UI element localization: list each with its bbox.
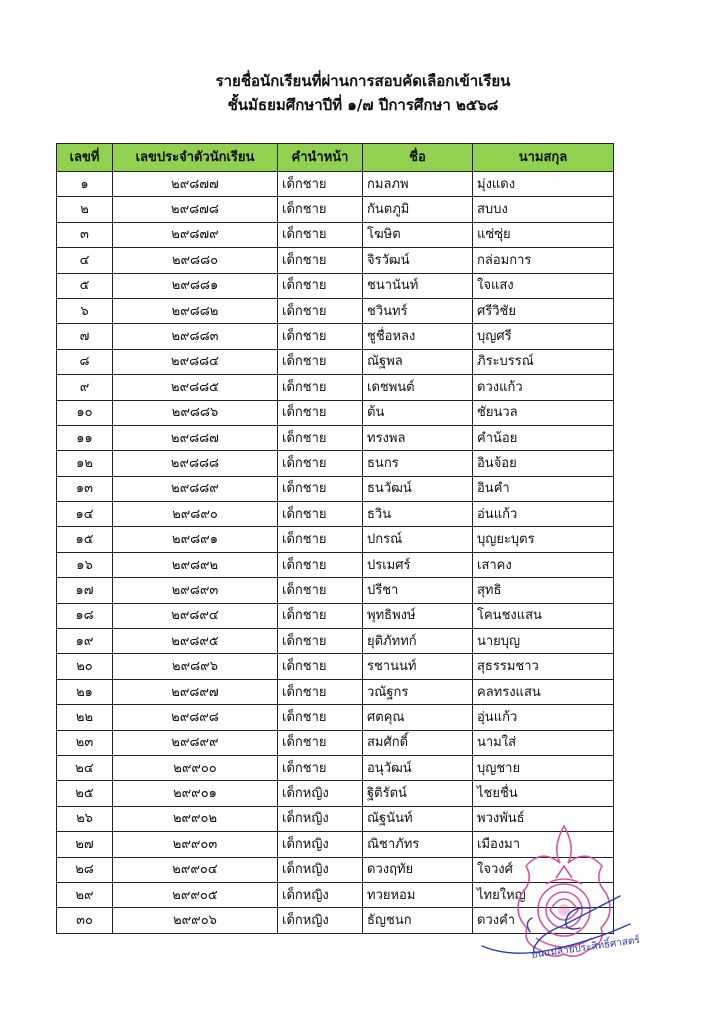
prefix-cell: เด็กชาย [278,400,363,425]
prefix-cell: เด็กชาย [278,324,363,349]
prefix-cell: เด็กชาย [278,222,363,247]
table-row [57,806,614,831]
row-number-cell: ๑๘ [57,603,113,628]
last-name-cell: เสาคง [473,552,614,577]
prefix-cell: เด็กชาย [278,375,363,400]
last-name-cell: ใจแสง [473,273,614,298]
first-name-cell: ณิชาภัทร [363,832,473,857]
table-row [57,755,614,780]
last-name-cell: ศรีวิชัย [473,298,614,323]
last-name-cell: ภิระบรรณ์ [473,349,614,374]
last-name-cell: โคนชงแสน [473,603,614,628]
header-prefix: คำนำหน้า [278,144,363,172]
student-id-cell: ๒๙๘๘๔ [113,349,278,374]
last-name-cell: อ่นแก้ว [473,502,614,527]
last-name-cell: นายบุญ [473,629,614,654]
prefix-cell: เด็กชาย [278,654,363,679]
first-name-cell: ต้น [363,400,473,425]
student-id-cell: ๒๙๙๐๖ [113,908,278,933]
student-id-cell: ๒๙๘๘๙ [113,476,278,501]
first-name-cell: ยุติภัททก์ [363,629,473,654]
first-name-cell: ธนวัฒน์ [363,476,473,501]
table-row [57,578,614,603]
table-row [57,705,614,730]
prefix-cell: เด็กชาย [278,502,363,527]
document-subtitle: ชั้นมัธยมศึกษาปีที่ ๑/๗ ปีการศึกษา ๒๕๖๘ [227,96,499,114]
first-name-cell: ชนานันท์ [363,273,473,298]
first-name-cell: ชวินทร์ [363,298,473,323]
prefix-cell: เด็กชาย [278,451,363,476]
prefix-cell: เด็กหญิง [278,908,363,933]
last-name-cell: อินคำ [473,476,614,501]
student-id-cell: ๒๙๘๘๑ [113,273,278,298]
last-name-cell: สุทธิ [473,578,614,603]
student-id-cell: ๒๙๘๗๙ [113,222,278,247]
first-name-cell: เดชพนต์ [363,375,473,400]
document-title: รายชื่อนักเรียนที่ผ่านการสอบคัดเลือกเข้าเรียน [215,72,511,90]
row-number-cell: ๓๐ [57,908,113,933]
first-name-cell: กันตภูมิ [363,197,473,222]
header-last-name: นามสกุล [473,144,614,172]
header-no: เลขที่ [57,144,113,172]
row-number-cell: ๑๕ [57,527,113,552]
row-number-cell: ๑๑ [57,425,113,450]
prefix-cell: เด็กหญิง [278,882,363,907]
last-name-cell: มุ่งแดง [473,172,614,197]
row-number-cell: ๒๐ [57,654,113,679]
row-number-cell: ๒๒ [57,705,113,730]
header-first-name: ชื่อ [363,144,473,172]
prefix-cell: เด็กชาย [278,705,363,730]
last-name-cell: อินจ้อย [473,451,614,476]
table-row [57,197,614,222]
student-id-cell: ๒๙๘๙๐ [113,502,278,527]
row-number-cell: ๙ [57,375,113,400]
prefix-cell: เด็กหญิง [278,857,363,882]
last-name-cell: ดวงแก้ว [473,375,614,400]
student-id-cell: ๒๙๘๘๗ [113,425,278,450]
prefix-cell: เด็กชาย [278,679,363,704]
first-name-cell: ฐิติรัตน์ [363,781,473,806]
table-row [57,273,614,298]
table-body [57,172,614,934]
prefix-cell: เด็กชาย [278,629,363,654]
student-id-cell: ๒๙๙๐๓ [113,832,278,857]
table-row [57,908,614,933]
row-number-cell: ๒๕ [57,781,113,806]
student-id-cell: ๒๙๙๐๔ [113,857,278,882]
table-row [57,552,614,577]
prefix-cell: เด็กชาย [278,425,363,450]
row-number-cell: ๒๔ [57,755,113,780]
prefix-cell: เด็กชาย [278,248,363,273]
table-row [57,832,614,857]
last-name-cell: ไชยชื่น [473,781,614,806]
prefix-cell: เด็กชาย [278,298,363,323]
student-id-cell: ๒๙๘๘๓ [113,324,278,349]
row-number-cell: ๒ [57,197,113,222]
first-name-cell: ศตคุณ [363,705,473,730]
student-id-cell: ๒๙๙๐๕ [113,882,278,907]
prefix-cell: เด็กหญิง [278,806,363,831]
last-name-cell: กล่อมการ [473,248,614,273]
first-name-cell: พุทธิพงษ์ [363,603,473,628]
table-row [57,451,614,476]
prefix-cell: เด็กชาย [278,552,363,577]
first-name-cell: โฆษิต [363,222,473,247]
last-name-cell: บุญศรี [473,324,614,349]
student-id-cell: ๒๙๘๘๕ [113,375,278,400]
student-id-cell: ๒๙๘๙๒ [113,552,278,577]
first-name-cell: ทรงพล [363,425,473,450]
first-name-cell: ธวิน [363,502,473,527]
table-row [57,502,614,527]
student-id-cell: ๒๙๘๙๗ [113,679,278,704]
student-id-cell: ๒๙๘๙๕ [113,629,278,654]
first-name-cell: กมลภพ [363,172,473,197]
student-id-cell: ๒๙๘๘๘ [113,451,278,476]
row-number-cell: ๑๒ [57,451,113,476]
first-name-cell: วณัฐกร [363,679,473,704]
last-name-cell: คำน้อย [473,425,614,450]
last-name-cell: แซ่ซุ่ย [473,222,614,247]
seal-caption: ยนแม่สายประสิทธิ์ศาสตร์ [530,934,640,961]
row-number-cell: ๑ [57,172,113,197]
student-table [56,143,614,934]
student-id-cell: ๒๙๘๘๖ [113,400,278,425]
last-name-cell: เมืองมา [473,832,614,857]
last-name-cell: คลทรงแสน [473,679,614,704]
row-number-cell: ๕ [57,273,113,298]
table-header-row [57,144,614,172]
prefix-cell: เด็กชาย [278,197,363,222]
first-name-cell: ชูชื่อหลง [363,324,473,349]
table-row [57,679,614,704]
last-name-cell: ดวงคำ [473,908,614,933]
student-id-cell: ๒๙๘๗๘ [113,197,278,222]
last-name-cell: สบบง [473,197,614,222]
table-row [57,882,614,907]
student-id-cell: ๒๙๙๐๑ [113,781,278,806]
row-number-cell: ๔ [57,248,113,273]
prefix-cell: เด็กชาย [278,349,363,374]
student-id-cell: ๒๙๘๙๘ [113,705,278,730]
table-row [57,222,614,247]
prefix-cell: เด็กชาย [278,527,363,552]
last-name-cell: ใจวงศ์ [473,857,614,882]
table-row [57,629,614,654]
first-name-cell: สมศักดิ์ [363,730,473,755]
last-name-cell: นามใส่ [473,730,614,755]
prefix-cell: เด็กหญิง [278,832,363,857]
last-name-cell: ไทยใหญ่ [473,882,614,907]
first-name-cell: ณัฐนันท์ [363,806,473,831]
row-number-cell: ๗ [57,324,113,349]
row-number-cell: ๒๗ [57,832,113,857]
table-row [57,857,614,882]
row-number-cell: ๑๓ [57,476,113,501]
prefix-cell: เด็กชาย [278,476,363,501]
student-id-cell: ๒๙๘๘๒ [113,298,278,323]
prefix-cell: เด็กชาย [278,755,363,780]
row-number-cell: ๑๖ [57,552,113,577]
last-name-cell: ชัยนวล [473,400,614,425]
first-name-cell: ปรเมศร์ [363,552,473,577]
table-row [57,654,614,679]
table-row [57,603,614,628]
row-number-cell: ๘ [57,349,113,374]
student-id-cell: ๒๙๙๐๐ [113,755,278,780]
table-row [57,476,614,501]
table-row [57,781,614,806]
student-id-cell: ๒๙๘๙๔ [113,603,278,628]
row-number-cell: ๒๘ [57,857,113,882]
row-number-cell: ๖ [57,298,113,323]
table-row [57,375,614,400]
table-row [57,172,614,197]
first-name-cell: ปกรณ์ [363,527,473,552]
header-student-id: เลขประจำตัวนักเรียน [113,144,278,172]
prefix-cell: เด็กชาย [278,730,363,755]
first-name-cell: ธัญชนก [363,908,473,933]
student-id-cell: ๒๙๙๐๒ [113,806,278,831]
table-row [57,324,614,349]
row-number-cell: ๒๑ [57,679,113,704]
first-name-cell: ธนกร [363,451,473,476]
table-row [57,298,614,323]
first-name-cell: รชานนท์ [363,654,473,679]
prefix-cell: เด็กชาย [278,273,363,298]
table-row [57,730,614,755]
prefix-cell: เด็กชาย [278,578,363,603]
row-number-cell: ๒๖ [57,806,113,831]
first-name-cell: ดวงฤทัย [363,857,473,882]
student-id-cell: ๒๙๘๙๑ [113,527,278,552]
last-name-cell: บุญยะบุตร [473,527,614,552]
first-name-cell: ปรีชา [363,578,473,603]
first-name-cell: อนุวัฒน์ [363,755,473,780]
student-id-cell: ๒๙๘๘๐ [113,248,278,273]
row-number-cell: ๑๗ [57,578,113,603]
last-name-cell: สุธรรมชาว [473,654,614,679]
prefix-cell: เด็กหญิง [278,781,363,806]
student-id-cell: ๒๙๘๙๓ [113,578,278,603]
student-id-cell: ๒๙๘๗๗ [113,172,278,197]
table-row [57,248,614,273]
last-name-cell: อุ่นแก้ว [473,705,614,730]
row-number-cell: ๒๓ [57,730,113,755]
first-name-cell: จิรวัฒน์ [363,248,473,273]
row-number-cell: ๓ [57,222,113,247]
row-number-cell: ๑๔ [57,502,113,527]
prefix-cell: เด็กชาย [278,603,363,628]
first-name-cell: ณัฐพล [363,349,473,374]
first-name-cell: ทวยหอม [363,882,473,907]
table-row [57,349,614,374]
table-row [57,527,614,552]
table-row [57,425,614,450]
prefix-cell: เด็กชาย [278,172,363,197]
last-name-cell: บุญชาย [473,755,614,780]
row-number-cell: ๑๙ [57,629,113,654]
row-number-cell: ๑๐ [57,400,113,425]
student-id-cell: ๒๙๘๙๖ [113,654,278,679]
row-number-cell: ๒๙ [57,882,113,907]
student-id-cell: ๒๙๘๙๙ [113,730,278,755]
last-name-cell: พวงพันธ์ [473,806,614,831]
table-row [57,400,614,425]
